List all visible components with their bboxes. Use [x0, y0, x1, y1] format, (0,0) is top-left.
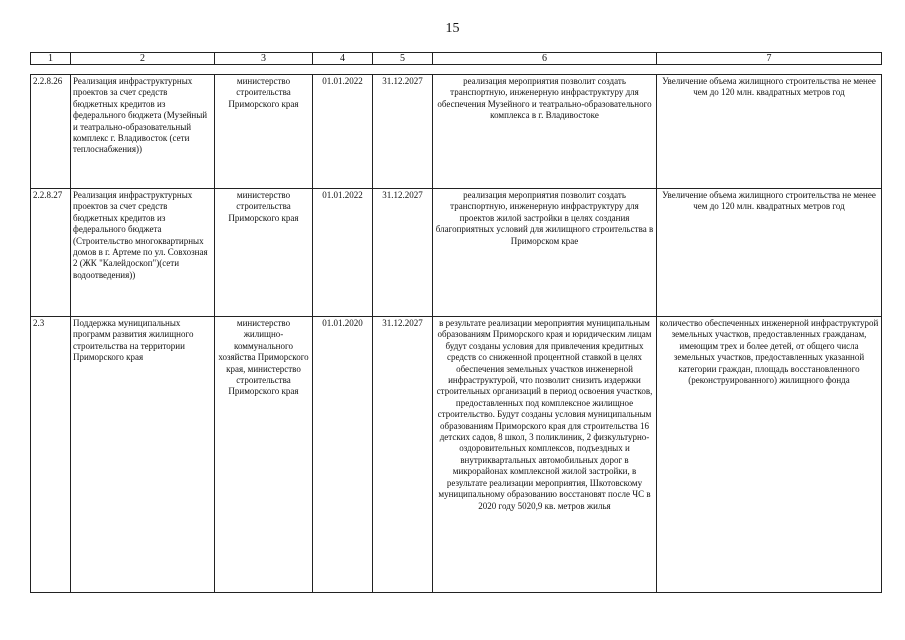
- column-number: 5: [373, 53, 433, 65]
- row-result: в результате реализации мероприятия муниципальным образованиям Приморского края и юридическим лицам будут созданы условия для привлечения кредитных средств со сниженной процентной ставкой в целях обеспечения земельных участков инженерной инфраструктурой, что позволит снизить издержки строительных организаций в период освоения участков, предоставленных под комплексное жилищное строительство. Будут созданы условия муниципальным образованиям Приморского края для строительства 16 детских садов, 8 школ, 3 поликлиник, 2 физкультурно-оздоровительных комплексов, подъездных и внутриквартальных автомобильных дорог в микрорайонах комплексной жилой застройки, в результате реализации мероприятия, Шкотовскому муниципальному образованию восстановят после ЧС в 2020 году 5020,9 кв. метров жилья: [433, 317, 657, 593]
- program-rows: [30, 74, 882, 593]
- row-executor: министерство строительства Приморского края: [215, 189, 313, 317]
- column-number: 3: [215, 53, 313, 65]
- row-end-date: 31.12.2027: [373, 317, 433, 593]
- row-code: 2.3: [31, 317, 71, 593]
- table-row: [31, 317, 882, 593]
- row-code: 2.2.8.26: [31, 75, 71, 189]
- column-number: 4: [313, 53, 373, 65]
- column-number-header: [30, 52, 882, 65]
- row-executor: министерство строительства Приморского края: [215, 75, 313, 189]
- program-table: [30, 52, 881, 593]
- row-result: реализация мероприятия позволит создать транспортную, инженерную инфраструктуру для проектов жилой застройки в целях создания благоприятных условий для жилищного строительства в Приморском крае: [433, 189, 657, 317]
- row-name: Поддержка муниципальных программ развития жилищного строительства на территории Приморского края: [71, 317, 215, 593]
- row-name: Реализация инфраструктурных проектов за счет средств бюджетных кредитов из федерального бюджета (Музейный и театрально-образовательный комплекс г. Владивосток (сети теплоснабжения)): [71, 75, 215, 189]
- row-code: 2.2.8.27: [31, 189, 71, 317]
- column-number: 7: [657, 53, 882, 65]
- column-number: 6: [433, 53, 657, 65]
- row-start-date: 01.01.2020: [313, 317, 373, 593]
- column-number: 1: [31, 53, 71, 65]
- column-number: 2: [71, 53, 215, 65]
- row-indicator: Увеличение объема жилищного строительства не менее чем до 120 млн. квадратных метров год: [657, 75, 882, 189]
- row-indicator: Увеличение объема жилищного строительства не менее чем до 120 млн. квадратных метров год: [657, 189, 882, 317]
- row-end-date: 31.12.2027: [373, 189, 433, 317]
- row-executor: министерство жилищно-коммунального хозяйства Приморского края, министерство строительства Приморского края: [215, 317, 313, 593]
- table-row: [31, 189, 882, 317]
- row-start-date: 01.01.2022: [313, 75, 373, 189]
- row-indicator: количество обеспеченных инженерной инфраструктурой земельных участков, предоставленных гражданам, имеющим трех и более детей, от общего числа земельных участков, предоставленных указанной категории граждан, площадь восстановленного (реконструированного) жилищного фонда: [657, 317, 882, 593]
- row-name: Реализация инфраструктурных проектов за счет средств бюджетных кредитов из федерального бюджета (Строительство многоквартирных домов в г. Артеме по ул. Совхозная 2 (ЖК "Калейдоскоп")(сети водоотведения)): [71, 189, 215, 317]
- row-end-date: 31.12.2027: [373, 75, 433, 189]
- row-result: реализация мероприятия позволит создать транспортную, инженерную инфраструктуру для обеспечения Музейного и театрально-образовательного комплекса в г. Владивостоке: [433, 75, 657, 189]
- row-start-date: 01.01.2022: [313, 189, 373, 317]
- table-row: [31, 75, 882, 189]
- page-number: 15: [445, 21, 460, 36]
